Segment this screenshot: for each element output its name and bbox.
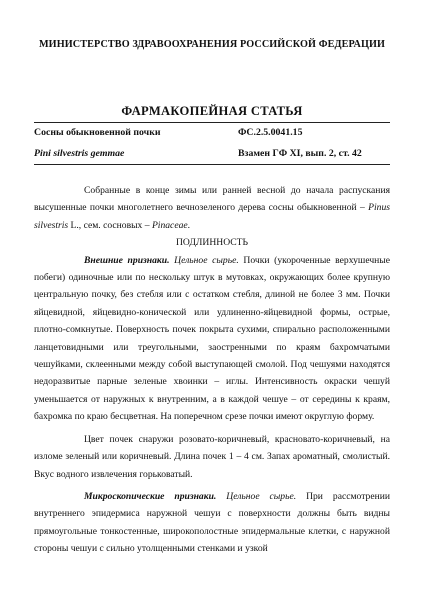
article-code: ФС.2.5.0041.15 [238,127,303,138]
latin-name: Pini silvestris gemmae [34,148,125,159]
meta-row-latin [34,148,390,160]
meta-row-name [34,127,390,139]
article-body [34,182,390,558]
external-lead: Внешние признаки. [84,254,170,266]
microscopic-paragraph [34,488,390,558]
external-features-paragraph [34,252,390,426]
intro-text-2: L., сем. сосновых – [68,219,152,231]
ministry-header: МИНИСТЕРСТВО ЗДРАВООХРАНЕНИЯ РОССИЙСКОЙ ФЕДЕРАЦИИ [38,39,386,50]
top-rule [34,122,390,123]
external-sub: Цельное сырье. [174,254,239,266]
bottom-rule [34,164,390,165]
intro-text-3: . [187,219,191,231]
section-heading-authenticity: ПОДЛИННОСТЬ [175,237,249,249]
intro-paragraph [34,182,390,234]
latin-family: Pinaceae [151,219,188,231]
color-paragraph: Цвет почек снаружи розовато-коричневый, красновато-коричневый, на изломе зеленый или коричневый. Длина почек 1 – 4 см. Запах ароматный, смолистый. Вкус водного извлечения горьковатый. [34,433,390,480]
replaces-note: Взамен ГФ XI, вып. 2, ст. 42 [238,148,362,159]
external-text: Почки (укороченные верхушечные побеги) одиночные или по нескольку штук в мутовках, окружающих более крупную центральную почку, без стебля или с остатком стебля, длиной не более 3 мм. Почки яйцевидной, яйцевидно-конической или удлиненно-яйцевидной формы, острые, плотно-сомкнутые. Поверхность почек покрыта сухими, спирально расположенными ланцетовидными или треугольными, заостренными по краям бахромчатыми чешуйками, склеенными между собой выступающей смолой. Под чешуями находятся недоразвитые парные зеленые хвоинки – иглы. Интенсивность окраски чешуй уменьшается от наружных к внутренним, а в каждой чешуе – от середины к краям, бахромка по краю бесцветная. На поперечном срезе почки имеют округлую форму. [34,254,391,423]
micro-sub: Цельное сырье. [226,490,297,502]
latin-species: Pinus silvestris [34,202,390,231]
micro-lead: Микроскопические признаки. [84,490,217,502]
intro-text-1: Собранные в конце зимы или ранней весной до начала распускания высушенные почки многолетнего вечнозеленого дерева сосны обыкновенной – [34,185,390,214]
micro-text: При рассмотрении внутреннего эпидермиса наружной чешуи с поверхности должны быть видны прямоугольные тонкостенные, широкополостные эпидермальные клетки, с наружной стороны чешуи с сильно утолщенными стенками и узкой [34,490,390,555]
raw-material-name: Сосны обыкновенной почки [34,127,161,138]
article-title: ФАРМАКОПЕЙНАЯ СТАТЬЯ [121,104,303,118]
